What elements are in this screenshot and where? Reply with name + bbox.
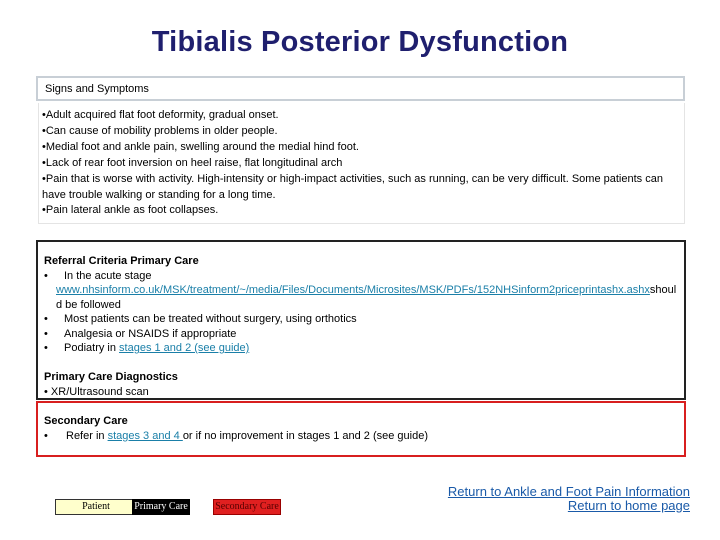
signs-heading: Signs and Symptoms — [36, 76, 685, 101]
referral-item — [44, 312, 679, 327]
stages-3-4-link[interactable]: stages 3 and 4 — [107, 429, 183, 442]
legend-patient: Patient — [55, 499, 137, 515]
return-ankle-foot-link[interactable]: Return to Ankle and Foot Pain Information — [447, 484, 690, 499]
referral-item-text: In the acute stage — [64, 269, 152, 282]
bullet: • — [44, 327, 48, 340]
signs-list — [42, 108, 682, 219]
secondary-item — [44, 429, 428, 444]
signs-item: •Adult acquired flat foot deformity, gradual onset. — [42, 109, 279, 121]
secondary-heading: Secondary Care — [44, 415, 128, 427]
referral-item — [44, 341, 679, 356]
referral-item-text: should be followed — [56, 284, 677, 311]
diagnostics-section — [44, 370, 178, 399]
page-title: Tibialis Posterior Dysfunction — [151, 26, 569, 58]
legend-primary-care: Primary Care — [132, 499, 190, 515]
secondary-section — [44, 414, 428, 443]
signs-item: •Can cause of mobility problems in older people. — [42, 124, 278, 137]
signs-item: •Medial foot and ankle pain, swelling around the medial hind foot. — [42, 140, 359, 153]
secondary-item-text: Refer in — [66, 429, 108, 442]
secondary-item-text: or if no improvement in stages 1 and 2 (see guide) — [182, 429, 429, 442]
referral-heading: Referral Criteria Primary Care — [44, 255, 199, 267]
bullet: • — [44, 313, 48, 325]
bullet: • — [44, 342, 48, 354]
referral-item-text: Analgesia or NSAIDS if appropriate — [64, 327, 237, 340]
bullet: • — [44, 429, 48, 442]
referral-item-text: Most patients can be treated without surgery, using orthotics — [64, 313, 357, 325]
referral-link-line — [44, 283, 679, 312]
return-home-link[interactable]: Return to home page — [567, 498, 690, 513]
signs-item: •Lack of rear foot inversion on heel raise, flat longitudinal arch — [42, 156, 343, 169]
signs-item: •Pain lateral ankle as foot collapses. — [42, 204, 219, 217]
diagnostics-item: • XR/Ultrasound scan — [44, 385, 149, 398]
bullet: • — [44, 269, 48, 282]
legend-secondary-care: Secondary Care — [213, 499, 281, 515]
nhs-inform-link[interactable]: www.nhsinform.co.uk/MSK/treatment/~/media/Files/Documents/Microsites/MSK/PDFs/152NHSinform2priceprintashx.ashx — [56, 284, 650, 296]
signs-item: •Pain that is worse with activity. High-intensity or high-impact activities, such as running, can be very difficult. Some patients can have trouble walking or standing for a long time. — [42, 172, 663, 201]
stages-1-2-link[interactable]: stages 1 and 2 (see guide) — [119, 342, 250, 354]
diagnostics-heading: Primary Care Diagnostics — [44, 371, 178, 383]
referral-item — [44, 327, 679, 342]
referral-section — [44, 254, 679, 356]
referral-item-text: Podiatry in — [64, 342, 120, 354]
referral-item — [44, 269, 679, 284]
